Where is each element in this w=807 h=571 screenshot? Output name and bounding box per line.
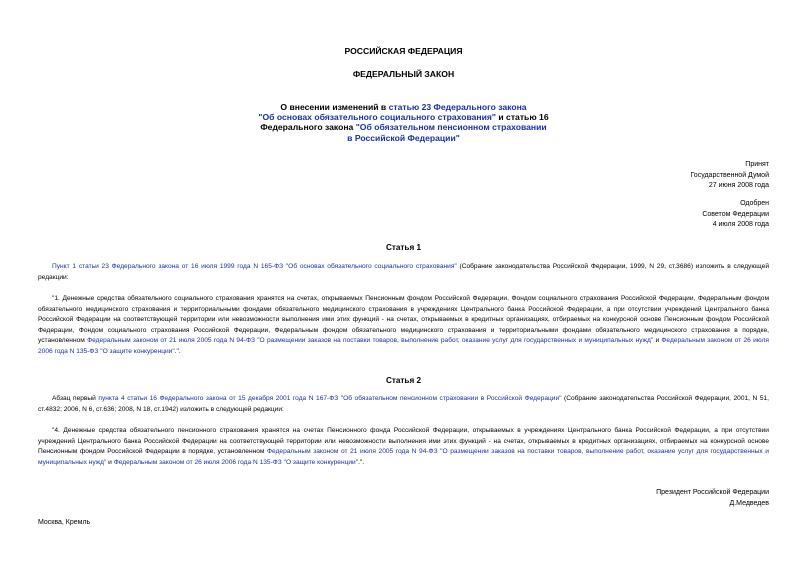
article-2-intro-link[interactable]: пункта 4 статьи 16 Федерального закона от 15 декабря 2001 года N 167-ФЗ "Об обязательном пенсионном страховании в Российской Федерации" xyxy=(98,395,562,402)
adoption-accepted xyxy=(690,160,769,192)
place-of-signing: Москва, Кремль xyxy=(38,519,91,526)
adoption-approved xyxy=(702,199,769,231)
signature-position: Президент Российской Федерации xyxy=(656,489,769,496)
article-2-body-end: .". xyxy=(358,458,365,466)
article-2-intro xyxy=(38,394,769,415)
title-link-social-insurance[interactable]: "Об основах обязательного социального страхования" xyxy=(258,112,496,123)
article-2-intro-text1: Абзац первый xyxy=(52,395,99,402)
title-text: и статью 16 xyxy=(496,112,549,123)
title-link-pension-insurance-cont[interactable]: в Российской Федерации" xyxy=(347,132,460,143)
signature-block xyxy=(656,488,769,509)
accepted-by: Государственной Думой xyxy=(690,171,769,179)
title-text: Федерального закона xyxy=(260,122,356,133)
article-2-body xyxy=(38,426,769,468)
article-1-body xyxy=(38,294,769,357)
article-1-intro-text: (Собрание законодательства Российской Федерации, 1999, N 29, ст.3686) изложить в следующей редакции: xyxy=(38,263,769,281)
accepted-label: Принят xyxy=(745,161,769,168)
article-1-body-end: .". xyxy=(174,347,181,355)
law-type-heading: ФЕДЕРАЛЬНЫЙ ЗАКОН xyxy=(352,69,455,79)
article-1-intro xyxy=(38,262,769,283)
article-2-link-94fz[interactable]: Федеральным законом от 21 июля 2005 года N 94-ФЗ "О размещении заказов на поставки товаров, выполнение работ, оказание услуг для государственных и муниципальных нужд" xyxy=(38,448,769,466)
title-link-article23[interactable]: статью 23 Федерального закона xyxy=(388,102,527,112)
signature-name: Д.Медведев xyxy=(729,499,769,507)
approved-by: Советом Федерации xyxy=(702,210,769,218)
article-2-intro-text2: (Собрание законодательства Российской Федерации, 2001, N 51, ст.4832; 2006, N 6, ст.636; 2008, N 18, ст.1942) изложить в следующей редакции: xyxy=(38,395,769,413)
article-2-link-135fz[interactable]: Федеральным законом от 26 июля 2006 года N 135-ФЗ "О защите конкуренции" xyxy=(113,458,359,466)
article-1-heading: Статья 1 xyxy=(385,243,422,252)
article-2-body-mid: и xyxy=(106,458,114,466)
approved-date: 4 июля 2008 года xyxy=(712,221,769,228)
article-2-body-text: "4. Денежные средства обязательного пенсионного страхования хранятся на счетах Пенсионного фонда Российской Федерации, открываемых в учреждениях Центрального банка Российской Федерации, а при отсутствии учреждений Центрального банка Российской Федерации на соответствующей территории или невозможности выполнения ими этих функций - на счетах, открываемых в кредитных организациях, отбираемых на конкурсной основе Пенсионным фондом Российской Федерации в порядке, установленном xyxy=(38,427,769,455)
law-title xyxy=(0,102,807,143)
article-1-body-mid: и xyxy=(653,337,662,344)
title-text: О внесении изменений в xyxy=(280,102,389,112)
approved-label: Одобрен xyxy=(740,200,769,207)
article-1-link-135fz[interactable]: Федеральным законом от 26 июля 2006 года N 135-ФЗ "О защите конкуренции" xyxy=(38,337,769,355)
country-heading: РОССИЙСКАЯ ФЕДЕРАЦИЯ xyxy=(344,46,463,56)
article-2-heading: Статья 2 xyxy=(385,376,422,385)
article-1-body-text: "1. Денежные средства обязательного социального страхования хранятся на счетах, открываемых Пенсионным фондом Российской Федерации, Фондом социального страхования Российской Федерации, Федеральным фондом обязательного медицинского страхования и территориальными фондами обязательного медицинского страхования в учреждениях Центрального банка Российской Федерации, а при отсутствии учреждений Центрального банка Российской Федерации на соответствующей территории или невозможности выполнения ими этих функций - на счетах, открываемых в кредитных организациях, отбираемых на конкурсной основе Пенсионным фондом Российской Федерации, Фондом социального страхования Российской Федерации, Федеральным фондом обязательного медицинского страхования и территориальными фондами обязательного медицинского страхования в порядке, установленном xyxy=(38,295,769,344)
title-link-pension-insurance[interactable]: "Об обязательном пенсионном страховании xyxy=(355,122,547,133)
accepted-date: 27 июня 2008 года xyxy=(708,182,769,189)
article-1-intro-link[interactable]: Пункт 1 статьи 23 Федерального закона от 16 июля 1999 года N 165-ФЗ "Об основах обязательного социального страхования" xyxy=(52,263,457,270)
article-1-link-94fz[interactable]: Федеральным законом от 21 июля 2005 года N 94-ФЗ "О размещении заказов на поставки товаров, выполнение работ, оказание услуг для государственных и муниципальных нужд" xyxy=(87,337,654,344)
